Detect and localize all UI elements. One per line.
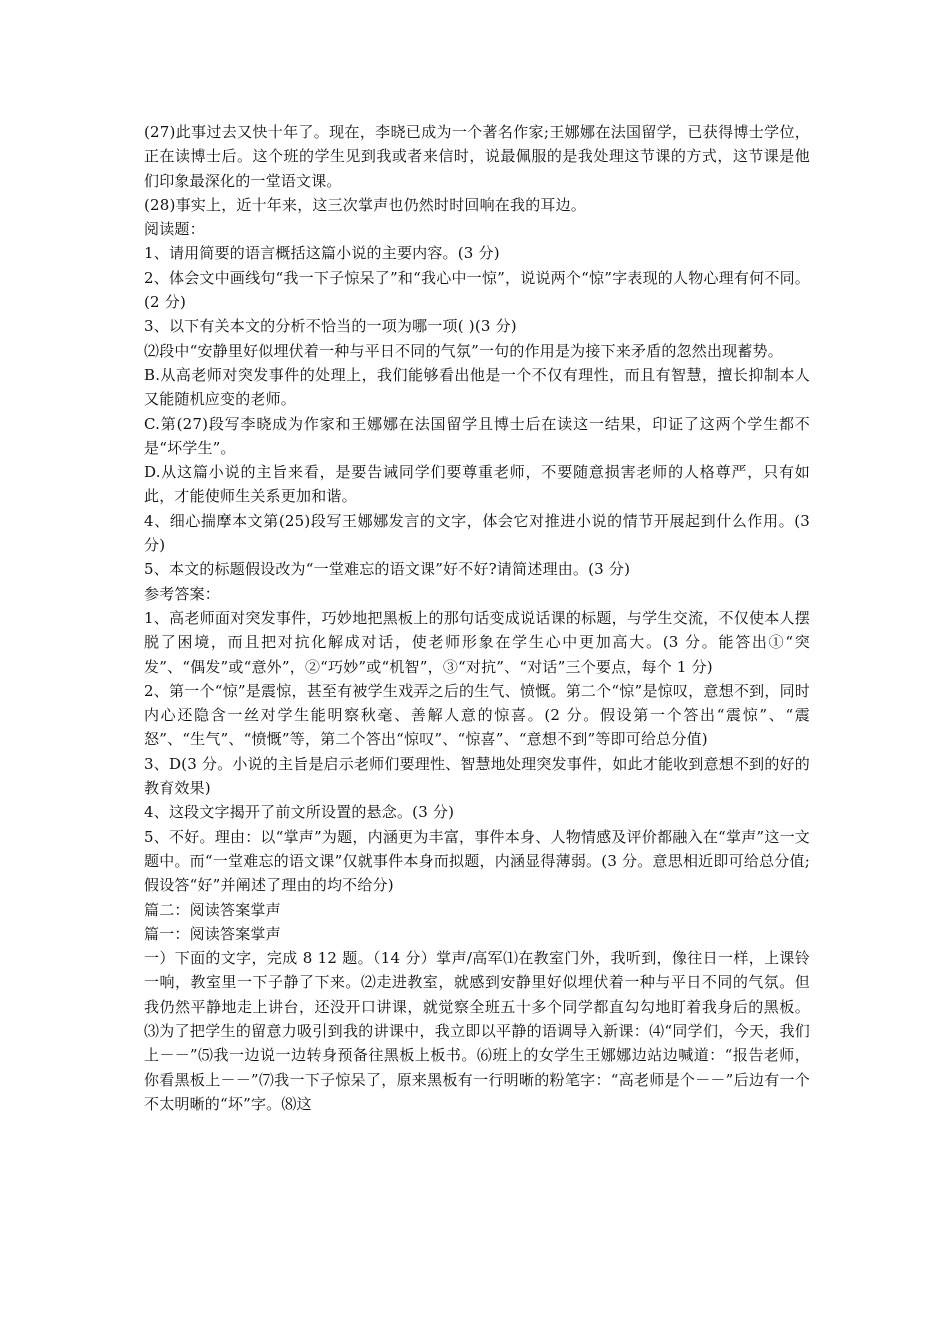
question-3-option-c: C.第(27)段写李晓成为作家和王娜娜在法国留学且博士后在读这一结果，印证了这两个学生都不是“坏学生”。 xyxy=(144,414,810,457)
answer-5: 5、不好。理由：以“掌声”为题，内涵更为丰富，事件本身、人物情感及评价都融入在“掌声”这一文题中。而“一堂难忘的语文课”仅就事件本身而拟题，内涵显得薄弱。(3 分。意思相近即可给总分值;假设答“好”并阐述了理由的均不给分) xyxy=(144,827,810,895)
question-2: 2、体会文中画线句“我一下子惊呆了”和“我心中一惊”，说说两个“惊”字表现的人物心理有何不同。(2 分) xyxy=(144,268,810,312)
question-3-option-a: ⑵段中“安静里好似埋伏着一种与平日不同的气氛”一句的作用是为接下来矛盾的忽然出现蓄势。 xyxy=(144,341,783,360)
document-page xyxy=(144,120,810,1116)
answer-4: 4、这段文字揭开了前文所设置的悬念。(3 分) xyxy=(144,803,455,822)
question-3-option-d: D.从这篇小说的主旨来看，是要告诫同学们要尊重老师，不要随意损害老师的人格尊严，只有如此，才能使师生关系更加和谐。 xyxy=(144,463,810,506)
section-heading-1: 篇一：阅读答案掌声 xyxy=(144,924,281,943)
answer-3: 3、D(3 分。小说的主旨是启示老师们要理性、智慧地处理突发事件，如此才能收到意想不到的好的教育效果) xyxy=(144,754,810,798)
question-1: 1、请用简要的语言概括这篇小说的主要内容。(3 分) xyxy=(144,244,500,263)
question-3: 3、以下有关本文的分析不恰当的一项为哪一项( )(3 分) xyxy=(144,317,517,336)
story-text: 一）下面的文字，完成 8 12 题。（14 分）掌声/高军⑴在教室门外，我听到，像往日一样，上课铃一响，教室里一下子静了下来。⑵走进教室，就感到安静里好似埋伏着一种与平日不同的气氛。但我仍然平静地走上讲台，还没开口讲课，就觉察全班五十多个同学都直勾勾地盯着我身后的黑板。⑶为了把学生的留意力吸引到我的讲课中，我立即以平静的语调导入新课：⑷“同学们，今天，我们上－－”⑸我一边说一边转身预备往黑板上板书。⑹班上的女学生王娜娜边站边喊道：“报告老师，你看黑板上－－”⑺我一下子惊呆了，原来黑板有一行明晰的粉笔字：“高老师是个－－”后边有一个不太明晰的“坏”字。⑻这 xyxy=(144,949,810,1113)
answer-1: 1、高老师面对突发事件，巧妙地把黑板上的那句话变成说话课的标题，与学生交流，不仅使本人摆脱了困境，而且把对抗化解成对话，使老师形象在学生心中更加高大。(3 分。能答出①“突发”、“偶发”或“意外”，②“巧妙”或“机智”，③“对抗”、“对话”三个要点，每个 1 分) xyxy=(144,608,810,676)
answer-2: 2、第一个“惊”是震惊，甚至有被学生戏弄之后的生气、愤慨。第二个“惊”是惊叹，意想不到，同时内心还隐含一丝对学生能明察秋毫、善解人意的惊喜。(2 分。假设第一个答出“震惊”、“震怒”、“生气”、“愤慨”等，第二个答出“惊叹”、“惊喜”、“意想不到”等即可给总分值) xyxy=(144,681,810,749)
question-4: 4、细心揣摩本文第(25)段写王娜娜发言的文字，体会它对推进小说的情节开展起到什么作用。(3 分) xyxy=(144,511,810,555)
paragraph-27: (27)此事过去又快十年了。现在，李晓已成为一个著名作家;王娜娜在法国留学，已获得博士学位，正在读博士后。这个班的学生见到我或者来信时，说最佩服的是我处理这节课的方式，这节课是他们印象最深化的一堂语文课。 xyxy=(144,123,810,190)
paragraph-28: (28)事实上，近十年来，这三次掌声也仍然时时回响在我的耳边。 xyxy=(144,195,586,214)
reading-questions-heading: 阅读题： xyxy=(144,220,205,239)
answers-heading: 参考答案： xyxy=(144,584,221,603)
question-3-option-b: B.从高老师对突发事件的处理上，我们能够看出他是一个不仅有理性，而且有智慧，擅长抑制本人又能随机应变的老师。 xyxy=(144,365,810,409)
section-heading-2: 篇二：阅读答案掌声 xyxy=(144,900,281,919)
question-5: 5、本文的标题假设改为“一堂难忘的语文课”好不好?请简述理由。(3 分) xyxy=(144,560,631,579)
